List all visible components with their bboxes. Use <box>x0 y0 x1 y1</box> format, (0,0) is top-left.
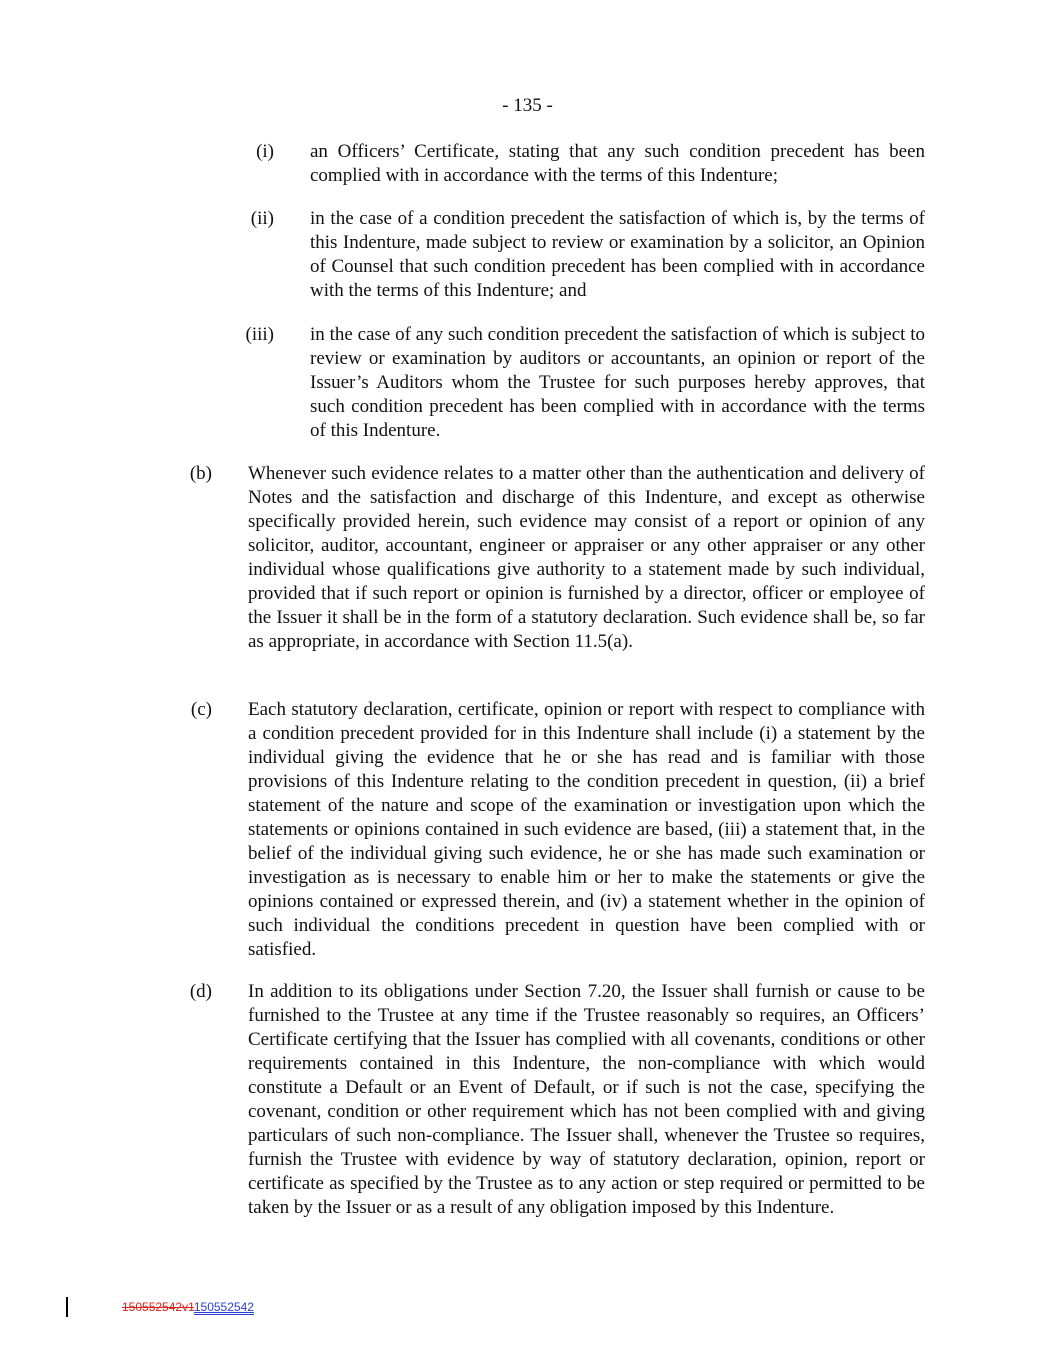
list-item <box>0 323 1055 443</box>
list-item-label: (ii) <box>250 208 274 229</box>
paragraph-text: In addition to its obligations under Section 7.20, the Issuer shall furnish or cause to be furnished to the Trustee at any time if the Trustee reasonably so requires, an Officers’ Certificate certifying that the Issuer has complied with all covenants, conditions or other requirements contained in this Indenture, the non-compliance with which would constitute a Default or an Event of Default, or if such is not the case, specifying the covenant, condition or other requirement which has not been complied with and giving particulars of such non-compliance. The Issuer shall, whenever the Trustee so requires, furnish the Trustee with evidence by way of statutory declaration, opinion, report or certificate as specified by the Trustee as to any action or step required or permitted to be taken by the Issuer or as a result of any obligation imposed by this Indenture. <box>248 981 925 1218</box>
inserted-document-id: 150552542 <box>193 1300 254 1314</box>
page-number: - 135 - <box>502 95 553 116</box>
paragraph-c <box>0 698 1055 962</box>
paragraph-text: Each statutory declaration, certificate, opinion or report with respect to compliance with a condition precedent provided for in this Indenture shall include (i) a statement by the individual giving the evidence that he or she has read and is familiar with those provisions of this Indenture relating to the condition precedent in question, (ii) a brief statement of the nature and scope of the examination or investigation upon which the statements or opinions contained in such evidence are based, (iii) a statement that, in the belief of the individual giving such evidence, he or she has made such examination or investigation as is necessary to enable him or her to make the statements or give the opinions contained or expressed therein, and (iv) a statement whether in the opinion of such individual the conditions precedent in question have been complied with or satisfied. <box>248 699 925 960</box>
paragraph-d <box>0 980 1055 1244</box>
paragraph-label: (c) <box>190 699 212 720</box>
change-bar <box>66 1297 68 1317</box>
paragraph-label: (b) <box>189 463 212 484</box>
list-item <box>0 207 1055 303</box>
list-item <box>0 140 1055 188</box>
deleted-document-id: 150552542v1 <box>122 1300 194 1314</box>
list-item-text: an Officers’ Certificate, stating that any such condition precedent has been complied with in accordance with the terms of this Indenture; <box>310 141 925 186</box>
list-item-text: in the case of a condition precedent the satisfaction of which is, by the terms of this Indenture, made subject to review or examination by a solicitor, an Opinion of Counsel that such condition precedent has been complied with in accordance with the terms of this Indenture; and <box>310 208 925 301</box>
paragraph-b <box>0 462 1055 678</box>
paragraph-text: Whenever such evidence relates to a matter other than the authentication and delivery of Notes and the satisfaction and discharge of this Indenture, and except as otherwise specifically provided herein, such evidence may consist of a report or opinion of any solicitor, auditor, accountant, engineer or appraiser or any other appraiser or any other individual whose qualifications give authority to a statement made by such individual, provided that if such report or opinion is furnished by a director, officer or employee of the Issuer it shall be in the form of a statutory declaration. Such evidence shall be, so far as appropriate, in accordance with Section 11.5(a). <box>248 463 925 652</box>
list-item-label: (i) <box>256 141 274 162</box>
list-item-label: (iii) <box>245 324 274 345</box>
list-item-text: in the case of any such condition precedent the satisfaction of which is subject to review or examination by auditors or accountants, an opinion or report of the Issuer’s Auditors whom the Trustee for such purposes hereby approves, that such condition precedent has been complied with in accordance with the terms of this Indenture. <box>310 324 925 441</box>
paragraph-label: (d) <box>189 981 212 1002</box>
document-id <box>122 1299 254 1315</box>
